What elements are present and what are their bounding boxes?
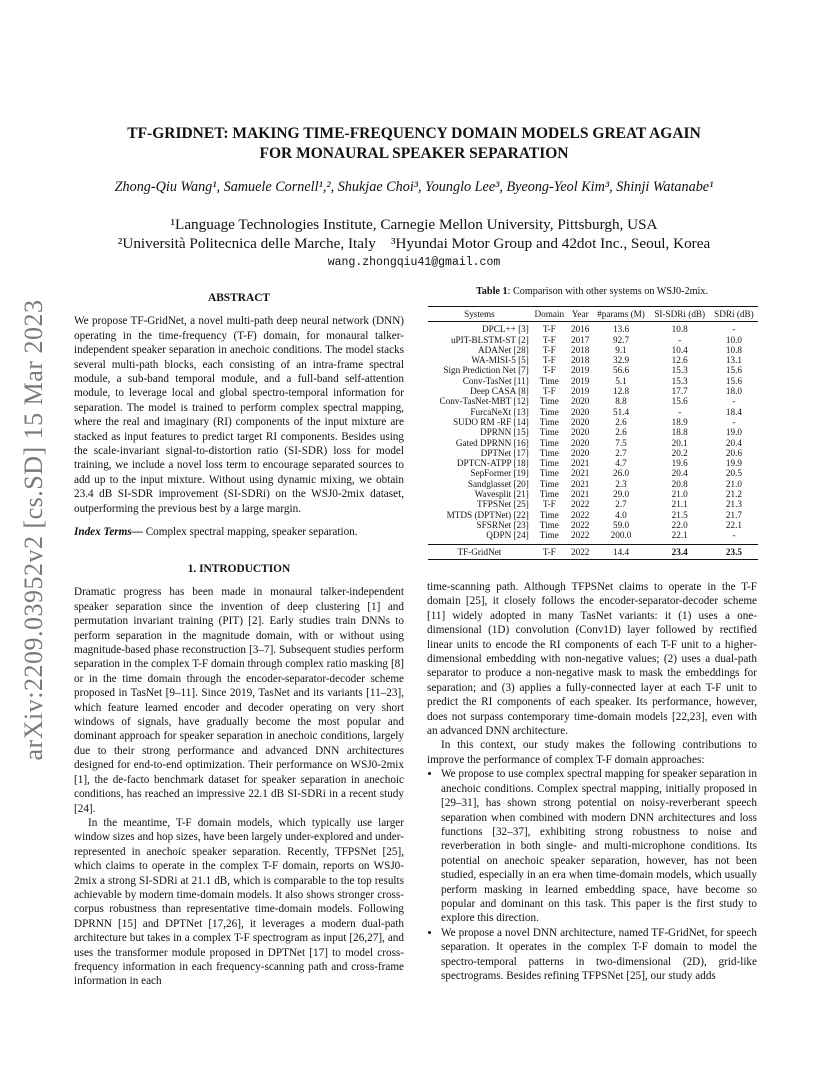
table-cell-domain: Time [539,509,559,520]
table-cell-year: 2021 [571,458,590,469]
comparison-table [428,306,758,560]
table-row [428,427,758,437]
table-cell-sdri: - [732,324,736,335]
table-cell-sisdri: 15.3 [671,375,688,386]
table-cell-domain: Time [539,406,559,417]
col-header-year: Year [568,307,593,322]
table-cell-domain: Time [539,437,559,448]
table-cell-sisdri: 15.3 [671,365,688,376]
table-cell-sisdri: 19.6 [671,458,688,469]
table-cell-sdri: 21.3 [725,499,742,510]
abstract-heading: ABSTRACT [207,292,271,304]
table-cell-params: 29.0 [612,489,630,500]
table-cell-params: 2.3 [615,478,627,489]
table-cell-system: DPCL++ [3] [481,324,529,335]
table-cell-domain: Time [539,530,559,541]
table-cell-system: TFPSNet [25] [477,499,529,510]
table-cell-system: Conv-TasNet [11] [462,375,529,386]
table-cell-sdri: 21.2 [725,489,742,500]
table-row [428,335,758,345]
table-row [428,510,758,520]
table-body [428,322,758,544]
table-cell-year: 2021 [571,468,590,479]
table-cell-year: 2020 [571,396,590,407]
table-cell-sdri: - [732,396,736,407]
table-cell-sdri: 18.4 [725,406,742,417]
table-cell-system: DPTNet [17] [480,447,529,458]
col-header-sisdri: SI-SDRi (dB) [650,307,710,322]
table-row [428,489,758,499]
table-cell-year: 2020 [571,427,590,438]
table-cell-params: 2.6 [615,416,627,427]
contribution-item-2: • We propose a novel DNN architecture, named TF-GridNet, for speech separation. It operates in the complex T-F domain to model the spectro-temporal patterns in two-dimensional (2D), grid-like spectrograms. Besides refining TFPSNet [25], our study adds [441,926,757,984]
table-cell-system: TF-GridNet [428,544,531,559]
table-cell-system: FurcaNeXt [13] [470,406,529,417]
table-cell-domain: T-F [531,544,568,559]
table-cell-system: SepFormer [19] [470,468,529,479]
table-cell-system: QDPN [24] [486,530,529,541]
table-row [428,530,758,544]
contribution-item-1: • We propose to use complex spectral mapping for speaker separation in anechoic conditions. Complex spectral mapping, initially proposed in [29–31], has shown strong potential on noisy-reverberant speech separation when combined with modern DNN architectures and loss functions [32–37], exhibiting strong robustness to noise and reverberation in both single- and multi-microphone conditions. Its potential on anechoic speaker separation, however, has not been studied, especially in an era when time-domain models, which usually perform masking in learned embedding space, have become so popular and dominant on this task. This paper is the first study to explore this direction. [441,767,757,925]
table-row [428,468,758,478]
table-row [428,448,758,458]
table-row [428,355,758,365]
table-cell-sisdri: - [678,334,682,345]
table-cell-params: 2.6 [615,427,627,438]
table-row [428,407,758,417]
table-cell-params: 59.0 [612,519,630,530]
table-cell-domain: Time [539,458,559,469]
table-cell-sdri: 21.7 [725,509,742,520]
table-cell-sdri: 20.5 [725,468,742,479]
title-line-1: TF-GRIDNET: MAKING TIME-FREQUENCY DOMAIN MODELS GREAT AGAIN [127,125,701,142]
table-cell-year: 2022 [571,509,590,520]
table-cell-system: Deep CASA [8] [470,386,529,397]
table-cell-year: 2018 [571,344,590,355]
intro-paragraph-4: In this context, our study makes the following contributions to improve the performance of complex T-F domain approaches: [427,739,757,766]
table-cell-sisdri: 12.6 [671,355,688,366]
index-terms-text: Complex spectral mapping, speaker separation. [142,526,358,539]
table-cell-params: 4.0 [615,509,627,520]
table-cell-domain: Time [539,489,559,500]
table-cell-domain: T-F [542,355,556,366]
table-cell-domain: T-F [542,499,556,510]
introduction-heading: 1. INTRODUCTION [187,563,291,575]
table-row [428,345,758,355]
table-cell-sisdri: 21.1 [671,499,688,510]
table-cell-params: 5.1 [615,375,627,386]
table-cell-params: 14.4 [593,544,650,559]
table-cell-system: Sign Prediction Net [7] [443,365,529,376]
introduction-continued [427,580,757,983]
intro-paragraph-1: Dramatic progress has been made in monaural talker-independent speaker separation since the invention of deep clustering [1] and permutation invariant training (PIT) [2]. Early studies train DNNs to perform separation in the magnitude domain, with or without using magnitude-based phase reconstruction [3–7]. Subsequent studies perform separation in the complex T-F domain through complex ratio masking [8] or in the time domain through the encoder-separator-decoder scheme proposed in TasNet [9–11]. Since 2019, TasNet and its variants [11–23], which feature learned encoder and decoder operating on very short windows of signals, have gradually become the most popular and dominant approach for speaker separation in anechoic conditions, largely due to their strong performance and advanced DNN architectures designed for end-to-end optimization. Their performance on WSJ0-2mix [1], the de-facto benchmark dataset for speaker separation in anechoic conditions, has reached an impressive 22.1 dB SI-SDRi in a recent study [24]. [74,586,404,815]
arxiv-sidebar-stamp [14,300,54,760]
table-cell-sdri: 21.0 [725,478,742,489]
table-cell-year: 2020 [571,406,590,417]
abstract-text: We propose TF-GridNet, a novel multi-path deep neural network (DNN) operating in the time-frequency (T-F) domain, for monaural talker-independent speaker separation in anechoic conditions. The model stacks several multi-path blocks, each consisting of an intra-frame spectral module, a sub-band temporal module, and a full-band self-attention module, to leverage local and global spectro-temporal information for separation. The model is trained to perform complex spectral mapping, where the real and imaginary (RI) components of the input mixture are stacked as input features to predict target RI components. Besides using the scale-invariant signal-to-distortion ratio (SI-SDR) loss for model training, we include a novel loss term to encourage separated sources to add up to the input mixture. Without using dynamic mixing, we obtain 23.4 dB SI-SDR improvement (SI-SDRi) on the WSJ0-2mix dataset, outperforming the previous best by a large margin. [74,315,404,515]
table-cell-domain: Time [539,375,559,386]
table-cell-domain: T-F [542,344,556,355]
table-cell-year: 2021 [571,478,590,489]
table-cell-params: 56.6 [612,365,630,376]
table-cell-year: 2021 [571,489,590,500]
table-cell-sdri: 19.0 [725,427,742,438]
table-row [428,438,758,448]
table-cell-params: 13.6 [612,324,630,335]
table-cell-params: 26.0 [612,468,630,479]
abstract-section [74,291,404,540]
table-row-ours [428,544,758,559]
table-row [428,458,758,468]
table-cell-sisdri: 20.2 [671,447,688,458]
table-cell-year: 2022 [571,519,590,530]
table-cell-params: 200.0 [610,530,632,541]
author-list: Zhong-Qiu Wang¹, Samuele Cornell¹,², Shukjae Choi³, Younglo Lee³, Byeong-Yeol Kim³, Shinji Watanabe¹ [114,179,714,195]
table-cell-domain: T-F [542,365,556,376]
table-cell-year: 2022 [571,499,590,510]
table-cell-sisdri: 23.4 [650,544,710,559]
table-cell-sisdri: 17.7 [671,386,688,397]
table-cell-sdri: 20.4 [725,437,742,448]
table-cell-sdri: 10.0 [725,334,742,345]
table-cell-sdri: 22.1 [725,519,742,530]
table-cell-year: 2016 [571,324,590,335]
table-cell-sisdri: 22.1 [671,530,688,541]
table-row [428,322,758,335]
table-cell-system: MTDS (DPTNet) [22] [446,509,529,520]
table-cell-year: 2019 [571,365,590,376]
title-line-2: FOR MONAURAL SPEAKER SEPARATION [259,145,569,162]
table-cell-domain: Time [539,396,559,407]
table-cell-sisdri: 10.8 [671,324,688,335]
index-terms-label: Index Terms— [74,526,143,539]
table-cell-sdri: - [732,416,736,427]
table-cell-year: 2020 [571,447,590,458]
table-cell-sdri: 15.6 [725,375,742,386]
table-cell-sisdri: 21.0 [671,489,688,500]
table-cell-params: 2.7 [615,499,627,510]
col-header-domain: Domain [531,307,568,322]
table-cell-system: SFSRNet [23] [476,519,529,530]
table-row [428,365,758,375]
table-cell-system: Sandglasset [20] [467,478,529,489]
col-header-sdri: SDRi (dB) [710,307,758,322]
col-header-systems: Systems [428,307,531,322]
table-cell-sisdri: 15.6 [671,396,688,407]
table-cell-params: 7.5 [615,437,627,448]
table-cell-year: 2022 [571,530,590,541]
table-cell-sdri: 23.5 [710,544,758,559]
table-cell-params: 51.4 [612,406,630,417]
introduction-section [74,562,404,989]
table-cell-params: 9.1 [615,344,627,355]
intro-paragraph-3: time-scanning path. Although TFPSNet claims to operate in the T-F domain [25], it closely follows the encoder-separator-decoder scheme [11] widely adopted in many TasNet variants: it (1) uses a one-dimensional (1D) convolution (Conv1D) layer followed by rectified linear units to encode the RI components of each T-F unit to a higher-dimensional embedding with non-negative values; (2) uses a dual-path separator to produce a non-negative mask to mask the embeddings for separation; and (3) applies a fully-connected layer at each T-F unit to predict the RI components of each speaker. Its performance, however, does not surpass contemporary time-domain models [22,23], even with an advanced DNN architecture. [427,581,757,738]
table-cell-system: ADANet [28] [478,344,529,355]
table-cell-system: WA-MISI-5 [5] [471,355,529,366]
table-cell-domain: T-F [542,386,556,397]
table-row [428,499,758,509]
table-cell-sisdri: 20.4 [671,468,688,479]
table-cell-domain: Time [539,478,559,489]
table-caption-text: : Comparison with other systems on WSJ0-2mix. [507,286,709,297]
table-cell-year: 2019 [571,386,590,397]
col-header-params: #params (M) [593,307,650,322]
table-row [428,479,758,489]
table-cell-sdri: 18.0 [725,386,742,397]
index-terms [74,525,404,539]
table-cell-year: 2018 [571,355,590,366]
table-cell-sisdri: 20.8 [671,478,688,489]
table-cell-system: SUDO RM -RF [14] [453,416,529,427]
table-cell-params: 2.7 [615,447,627,458]
table-row [428,386,758,396]
table-cell-params: 12.8 [612,386,630,397]
table-cell-system: Gated DPRNN [16] [455,437,529,448]
table-cell-sdri: 15.6 [725,365,742,376]
table-cell-sisdri: 18.8 [671,427,688,438]
table-cell-sisdri: 10.4 [671,344,688,355]
table-cell-params: 32.9 [612,355,630,366]
table-caption [427,286,757,297]
table-cell-sisdri: 18.9 [671,416,688,427]
table-row [428,376,758,386]
table-cell-sisdri: 22.0 [671,519,688,530]
table-cell-system: uPIT-BLSTM-ST [2] [450,334,529,345]
contact-email: wang.zhongqiu41@gmail.com [327,256,501,269]
table-cell-system: Wavesplit [21] [474,489,529,500]
table-cell-sisdri: - [678,406,682,417]
table-cell-sdri: - [732,530,736,541]
arxiv-identifier: arXiv:2209.03952v2 [cs.SD] 15 Mar 2023 [19,299,48,761]
table-caption-label: Table 1 [475,286,508,297]
table-cell-domain: Time [539,416,559,427]
table-cell-domain: T-F [542,334,556,345]
paper-title [74,124,754,164]
table-row [428,417,758,427]
table-cell-domain: Time [539,427,559,438]
table-cell-system: DPRNN [15] [480,427,529,438]
table-cell-year: 2022 [568,544,593,559]
table-cell-system: DPTCN-ATPP [18] [456,458,529,469]
table-cell-params: 4.7 [615,458,627,469]
table-row [428,520,758,530]
table-cell-domain: T-F [542,324,556,335]
affiliation-2: ²Università Politecnica delle Marche, Italy ³Hyundai Motor Group and 42dot Inc., Seoul, Korea [117,235,711,252]
table-cell-sdri: 19.9 [725,458,742,469]
table-cell-domain: Time [539,519,559,530]
table-row [428,396,758,406]
table-cell-system: Conv-TasNet-MBT [12] [439,396,529,407]
table-cell-year: 2019 [571,375,590,386]
table-cell-year: 2020 [571,437,590,448]
table-cell-year: 2017 [571,334,590,345]
affiliation-1: ¹Language Technologies Institute, Carnegie Mellon University, Pittsburgh, USA [170,216,658,233]
table-cell-sdri: 10.8 [725,344,742,355]
table-cell-params: 92.7 [612,334,630,345]
table-cell-params: 8.8 [615,396,627,407]
table-cell-sisdri: 21.5 [671,509,688,520]
intro-paragraph-2: In the meantime, T-F domain models, which typically use larger window sizes and hop sizes, have been largely under-explored and under-represented in anechoic speaker separation. Recently, TFPSNet [25], which claims to operate in the complex T-F domain, reports on WSJ0-2mix a strong SI-SDRi at 21.1 dB, which is comparable to the top results achievable by modern time-domain models. It also shows stronger cross-corpus robustness than representative time-domain models. Following DPRNN [15] and DPTNet [17,26], it leverages a modern dual-path architecture but takes in a complex T-F spectrogram as input [26,27], and uses the transformer module proposed in DPTNet [17] to model cross-frequency information in each frequency-scanning path and cross-frame information in each [74,816,404,988]
table-cell-domain: Time [539,468,559,479]
table-cell-sisdri: 20.1 [671,437,688,448]
table-cell-year: 2020 [571,416,590,427]
table-cell-sdri: 20.6 [725,447,742,458]
table-cell-domain: Time [539,447,559,458]
contribution-list [427,767,757,983]
table-cell-sdri: 13.1 [725,355,742,366]
table-header-row [428,307,758,322]
